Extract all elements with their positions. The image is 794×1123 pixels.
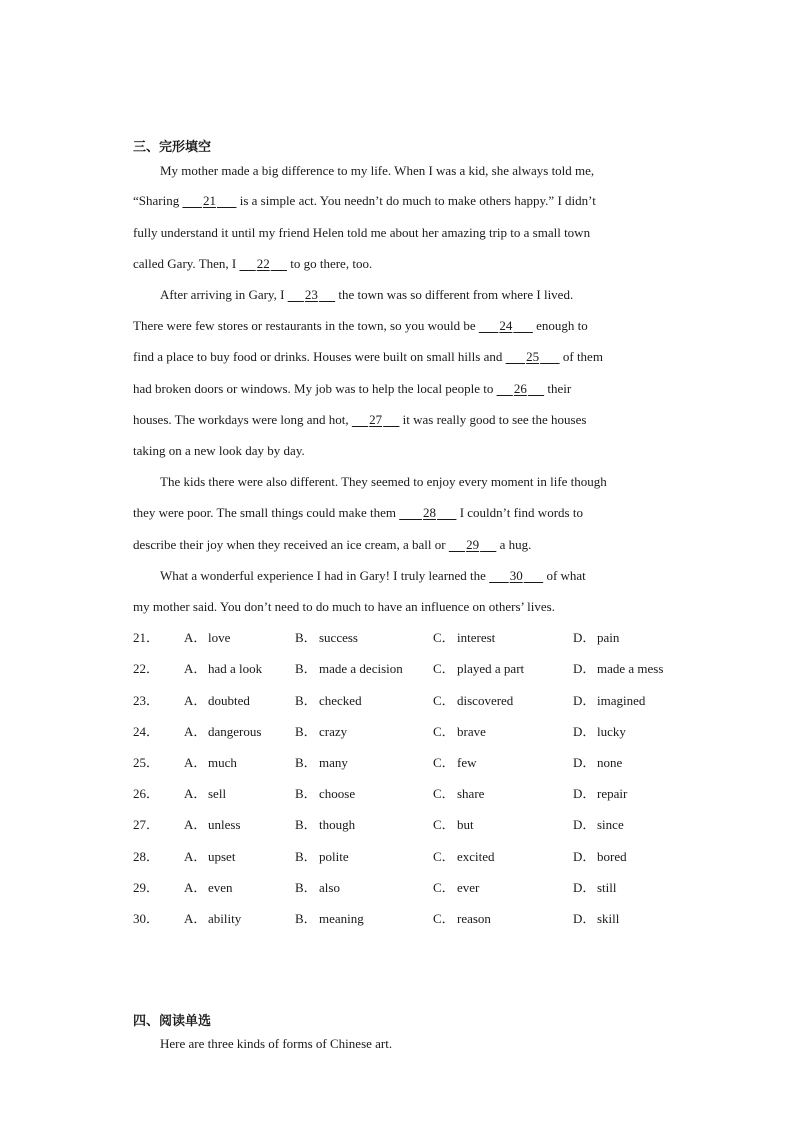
option-d[interactable]: D． made a mess bbox=[573, 661, 664, 676]
question-number: 25． bbox=[133, 755, 160, 770]
passage-line: called Gary. Then, I 22 to go there, too. bbox=[133, 256, 373, 271]
option-a[interactable]: A． had a look bbox=[184, 661, 263, 676]
question-row-27 bbox=[133, 817, 663, 833]
option-a[interactable]: A． unless bbox=[184, 817, 241, 832]
option-d[interactable]: D． none bbox=[573, 755, 623, 770]
option-c[interactable]: C． brave bbox=[433, 724, 486, 739]
option-c[interactable]: C． played a part bbox=[433, 661, 525, 676]
question-row-21 bbox=[133, 630, 663, 646]
option-b[interactable]: B． polite bbox=[295, 849, 349, 864]
option-c[interactable]: C． few bbox=[433, 755, 477, 770]
question-number: 30． bbox=[133, 911, 160, 926]
question-row-28 bbox=[133, 849, 663, 865]
option-a[interactable]: A． even bbox=[184, 880, 233, 895]
option-a[interactable]: A． ability bbox=[184, 911, 242, 926]
blank-21: 21 bbox=[202, 193, 216, 208]
passage-line: describe their joy when they received an ice cream, a ball or 29 a hug. bbox=[133, 537, 532, 552]
passage-line: What a wonderful experience I had in Gary! I truly learned the 30 of what bbox=[160, 568, 586, 583]
option-c[interactable]: C． ever bbox=[433, 880, 480, 895]
option-a[interactable]: A． much bbox=[184, 755, 237, 770]
blank-25: 25 bbox=[526, 349, 540, 364]
passage-line: had broken doors or windows. My job was to help the local people to 26 their bbox=[133, 381, 572, 396]
passage-line: My mother made a big difference to my life. When I was a kid, she always told me, bbox=[160, 163, 595, 178]
option-b[interactable]: B． success bbox=[295, 630, 358, 645]
passage-line: find a place to buy food or drinks. Houses were built on small hills and 25 of them bbox=[133, 349, 603, 364]
option-d[interactable]: D． lucky bbox=[573, 724, 626, 739]
option-b[interactable]: B． made a decision bbox=[295, 661, 403, 676]
question-row-29 bbox=[133, 880, 663, 896]
passage-line: There were few stores or restaurants in the town, so you would be 24 enough to bbox=[133, 318, 588, 333]
reading-intro: Here are three kinds of forms of Chinese art. bbox=[160, 1036, 393, 1051]
option-b[interactable]: B． many bbox=[295, 755, 348, 770]
option-b[interactable]: B． choose bbox=[295, 786, 356, 801]
option-d[interactable]: D． pain bbox=[573, 630, 620, 645]
option-b[interactable]: B． checked bbox=[295, 693, 362, 708]
question-number: 21． bbox=[133, 630, 160, 645]
question-number: 26． bbox=[133, 786, 160, 801]
passage-line: they were poor. The small things could make them 28 I couldn’t find words to bbox=[133, 505, 583, 520]
question-number: 24． bbox=[133, 724, 160, 739]
option-a[interactable]: A． dangerous bbox=[184, 724, 262, 739]
question-row-30 bbox=[133, 911, 663, 927]
option-b[interactable]: B． meaning bbox=[295, 911, 364, 926]
question-number: 23． bbox=[133, 693, 160, 708]
passage-line: “Sharing 21 is a simple act. You needn’t do much to make others happy.” I didn’t bbox=[133, 193, 596, 208]
blank-27: 27 bbox=[369, 412, 383, 427]
option-c[interactable]: C． interest bbox=[433, 630, 496, 645]
blank-29: 29 bbox=[466, 537, 480, 552]
option-d[interactable]: D． still bbox=[573, 880, 617, 895]
passage-line: fully understand it until my friend Helen told me about her amazing trip to a small town bbox=[133, 225, 591, 240]
passage-line: The kids there were also different. They seemed to enjoy every moment in life though bbox=[160, 474, 607, 489]
question-row-25 bbox=[133, 755, 663, 771]
question-number: 22． bbox=[133, 661, 160, 676]
option-b[interactable]: B． also bbox=[295, 880, 340, 895]
option-c[interactable]: C． but bbox=[433, 817, 474, 832]
option-b[interactable]: B． though bbox=[295, 817, 356, 832]
option-a[interactable]: A． upset bbox=[184, 849, 236, 864]
option-b[interactable]: B． crazy bbox=[295, 724, 348, 739]
option-c[interactable]: C． excited bbox=[433, 849, 495, 864]
question-number: 27． bbox=[133, 817, 160, 832]
blank-26: 26 bbox=[513, 381, 527, 396]
option-d[interactable]: D． since bbox=[573, 817, 624, 832]
option-a[interactable]: A． love bbox=[184, 630, 231, 645]
option-d[interactable]: D． repair bbox=[573, 786, 628, 801]
blank-23: 23 bbox=[304, 287, 318, 302]
blank-24: 24 bbox=[499, 318, 513, 333]
passage-line: my mother said. You don’t need to do much to have an influence on others’ lives. bbox=[133, 599, 555, 614]
option-d[interactable]: D． imagined bbox=[573, 693, 646, 708]
question-row-24 bbox=[133, 724, 663, 740]
section-cloze-title: 三、完形填空 bbox=[133, 140, 212, 155]
question-number: 29． bbox=[133, 880, 160, 895]
question-row-26 bbox=[133, 786, 663, 802]
option-c[interactable]: C． share bbox=[433, 786, 485, 801]
option-a[interactable]: A． sell bbox=[184, 786, 227, 801]
blank-22: 22 bbox=[256, 256, 270, 271]
question-row-23 bbox=[133, 693, 663, 709]
question-row-22 bbox=[133, 661, 663, 677]
passage-line: houses. The workdays were long and hot, 27 it was really good to see the houses bbox=[133, 412, 587, 427]
section-reading-title: 四、阅读单选 bbox=[133, 1014, 212, 1029]
option-a[interactable]: A． doubted bbox=[184, 693, 250, 708]
question-number: 28． bbox=[133, 849, 160, 864]
blank-30: 30 bbox=[509, 568, 523, 583]
option-d[interactable]: D． bored bbox=[573, 849, 627, 864]
option-d[interactable]: D． skill bbox=[573, 911, 620, 926]
option-c[interactable]: C． discovered bbox=[433, 693, 514, 708]
option-c[interactable]: C． reason bbox=[433, 911, 491, 926]
passage-line: taking on a new look day by day. bbox=[133, 443, 305, 458]
passage-line: After arriving in Gary, I 23 the town was so different from where I lived. bbox=[160, 287, 574, 302]
blank-28: 28 bbox=[422, 505, 436, 520]
